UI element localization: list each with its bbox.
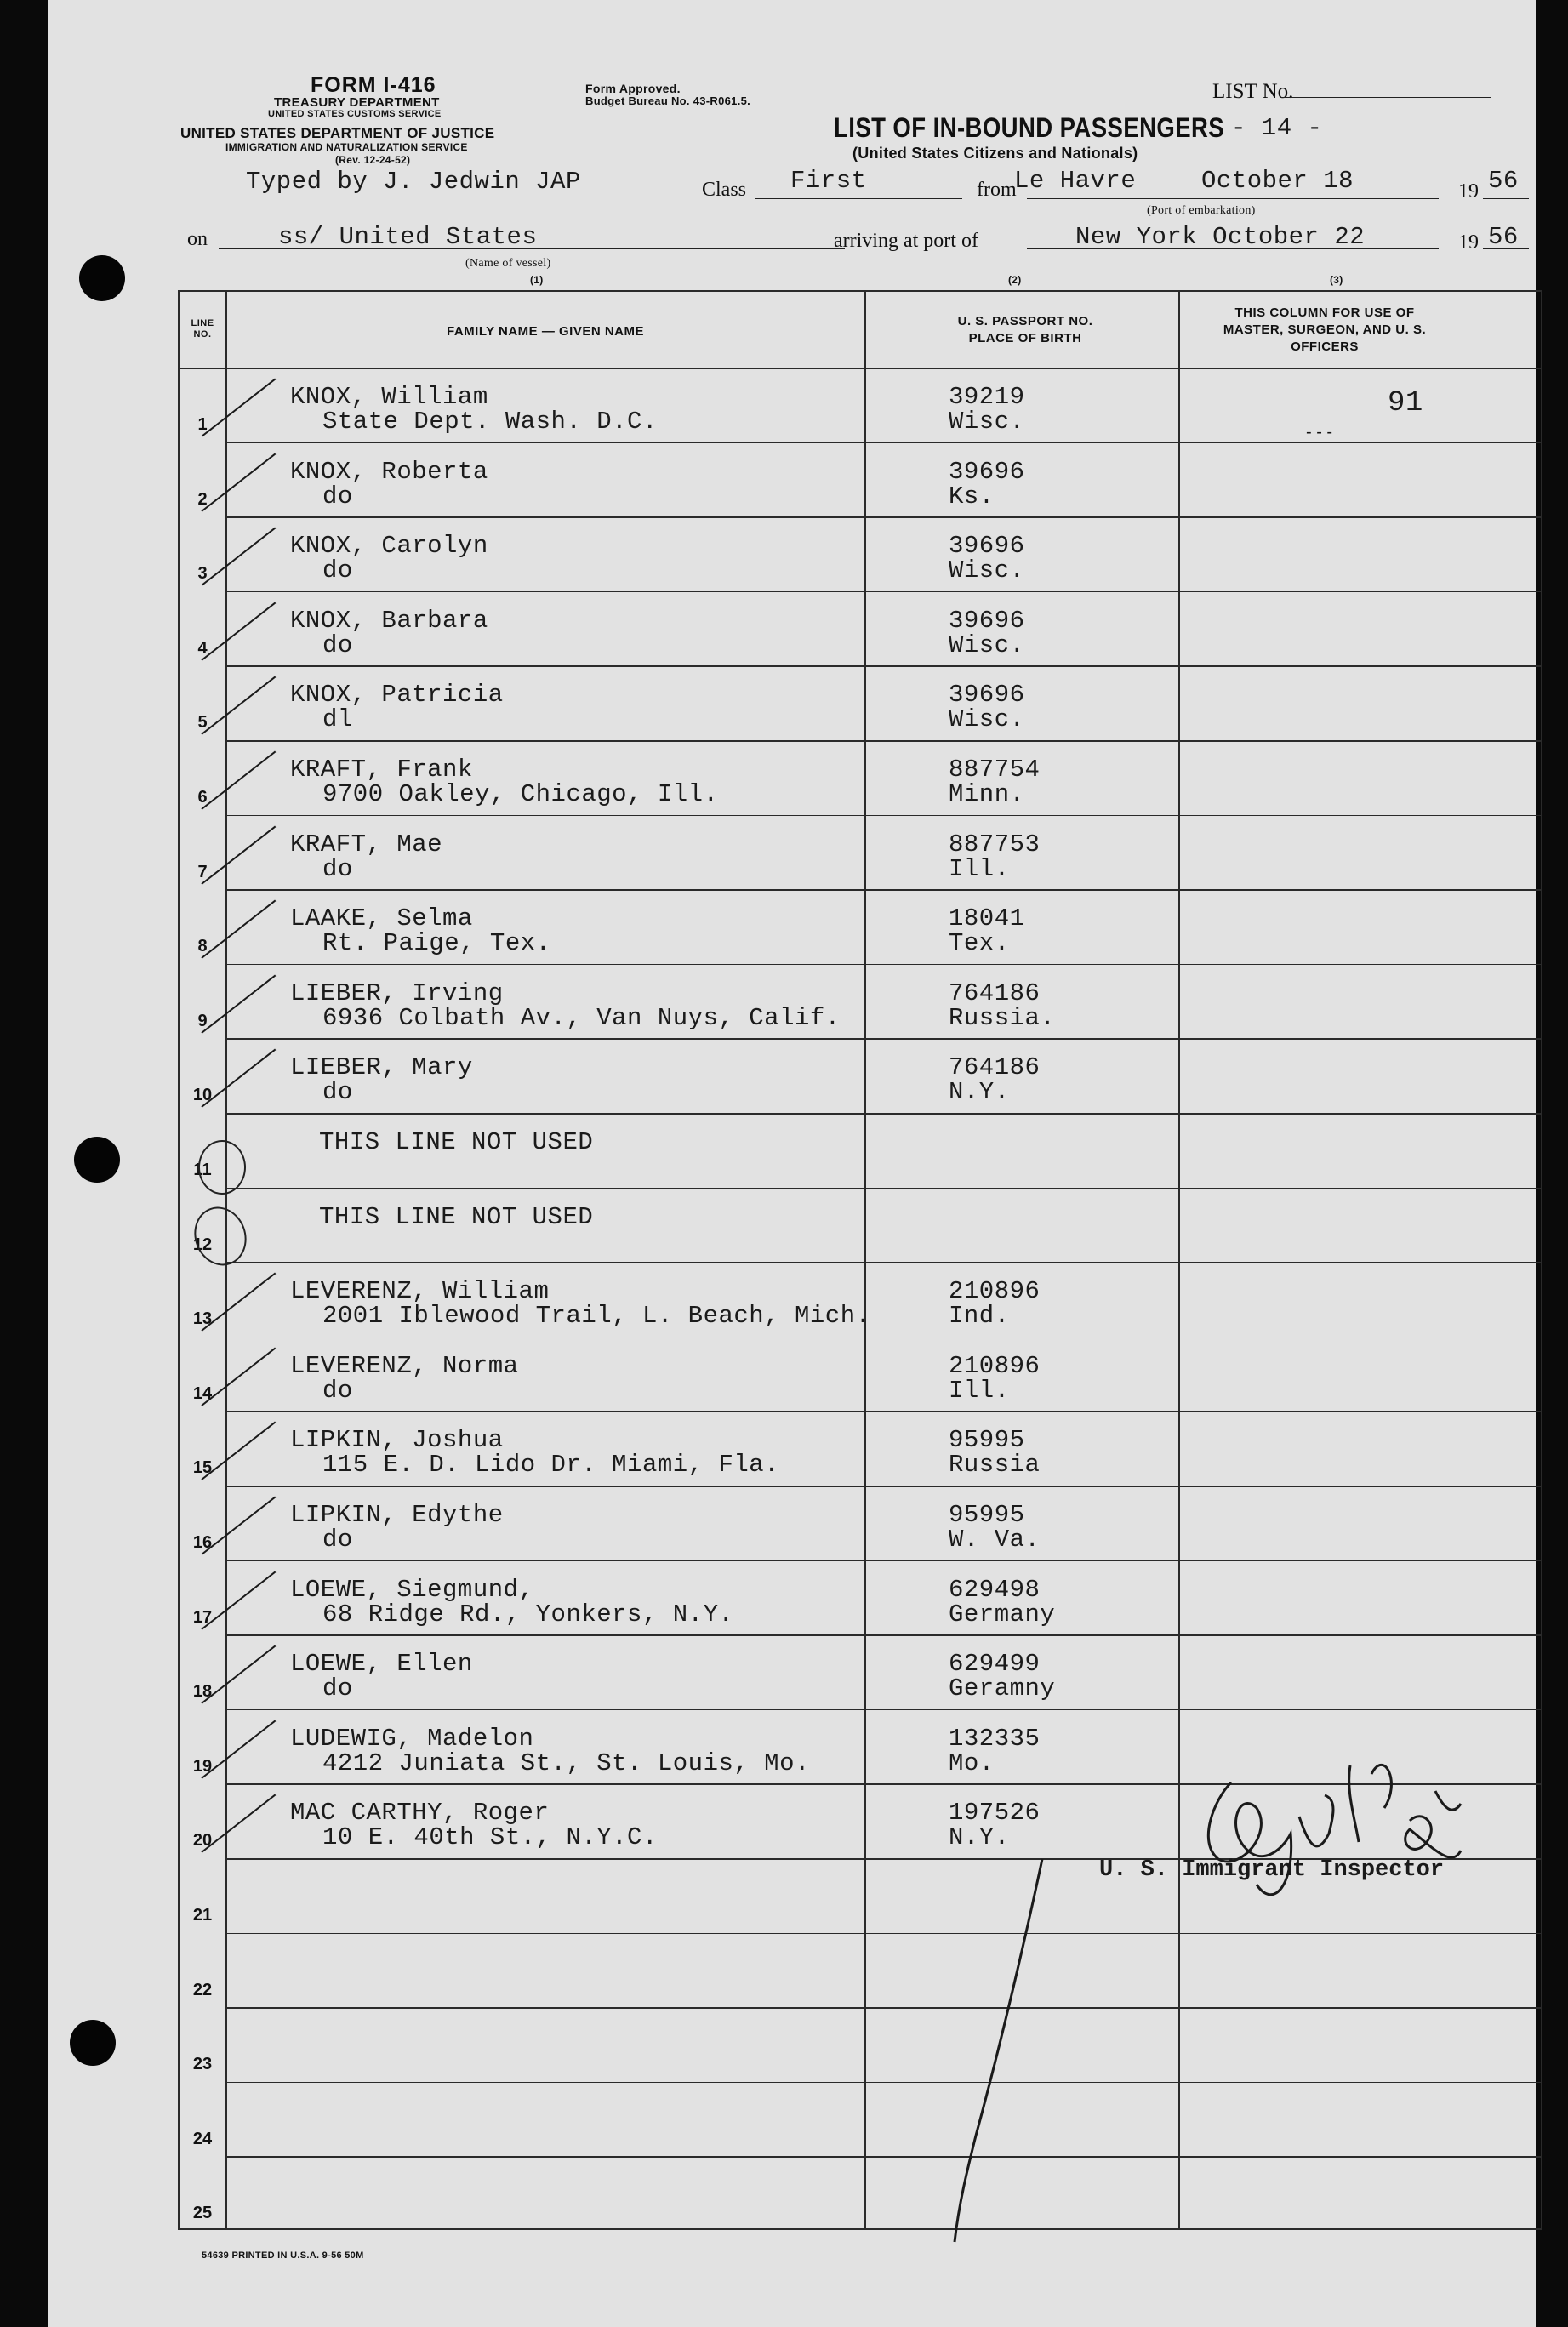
- list-page-number: - 14 -: [1231, 114, 1323, 142]
- passenger-address: do: [322, 1674, 353, 1703]
- passenger-name: KNOX, Barbara: [290, 606, 488, 635]
- row-divider: [225, 1188, 1542, 1189]
- place-of-birth: Minn.: [949, 780, 1025, 808]
- row-divider: [225, 1634, 1542, 1636]
- line-number: 16: [192, 1533, 213, 1552]
- passenger-address: do: [322, 1376, 353, 1405]
- passenger-address: do: [322, 482, 353, 510]
- row-divider: [225, 2082, 1542, 2084]
- treasury-dept: TREASURY DEPARTMENT: [274, 95, 440, 110]
- row-divider: [225, 740, 1542, 742]
- passport-number: 629499: [949, 1650, 1041, 1679]
- passenger-name: KNOX, Patricia: [290, 681, 504, 710]
- row-divider: [225, 889, 1542, 891]
- document-page: [48, 0, 1536, 2327]
- col-marker-1: (1): [530, 274, 544, 286]
- col-header-passport: U. S. PASSPORT NO. PLACE OF BIRTH: [957, 314, 1093, 345]
- passenger-name: THIS LINE NOT USED: [319, 1202, 594, 1231]
- row-divider: [225, 1038, 1542, 1040]
- passport-number: 39696: [949, 532, 1025, 561]
- line-number: 22: [192, 1980, 213, 1999]
- col-marker-3: (3): [1330, 274, 1343, 286]
- passport-number: 39219: [949, 383, 1025, 411]
- passenger-address: do: [322, 556, 353, 585]
- budget-bureau: Budget Bureau No. 43-R061.5.: [585, 94, 751, 107]
- binder-hole-bottom: [70, 2020, 116, 2066]
- passenger-name: LOEWE, Siegmund,: [290, 1575, 534, 1604]
- line-number: 9: [197, 1011, 208, 1030]
- officer-dash-mark: - - -: [1306, 423, 1333, 442]
- place-of-birth: Russia.: [949, 1003, 1056, 1032]
- passenger-name: THIS LINE NOT USED: [319, 1128, 594, 1156]
- row-divider: [225, 964, 1542, 966]
- passenger-name: KRAFT, Mae: [290, 830, 443, 858]
- row-divider: [225, 442, 1542, 444]
- form-title: LIST OF IN-BOUND PASSENGERS: [834, 112, 1225, 143]
- passenger-address: 115 E. D. Lido Dr. Miami, Fla.: [322, 1451, 780, 1480]
- embarkation-year: 56: [1488, 167, 1519, 195]
- place-of-birth: Wisc.: [949, 556, 1025, 585]
- embarkation-date: October 18: [1201, 167, 1354, 195]
- port-of-embarkation: Le Havre: [1014, 167, 1137, 195]
- passport-number: 197526: [949, 1799, 1041, 1828]
- passenger-address: 6936 Colbath Av., Van Nuys, Calif.: [322, 1003, 841, 1032]
- passport-number: 95995: [949, 1426, 1025, 1455]
- arrival-year: 56: [1488, 223, 1519, 251]
- place-of-birth: Wisc.: [949, 630, 1025, 659]
- passenger-name: LAAKE, Selma: [290, 904, 473, 933]
- passport-number: 132335: [949, 1724, 1041, 1753]
- arriving-label: arriving at port of: [834, 230, 978, 252]
- passport-number: 887753: [949, 830, 1041, 858]
- row-divider: [225, 516, 1542, 518]
- vessel-name: ss/ United States: [278, 223, 538, 251]
- passport-number: 95995: [949, 1501, 1025, 1529]
- passport-number: 887754: [949, 756, 1041, 784]
- passenger-address: do: [322, 630, 353, 659]
- passenger-address: 2001 Iblewood Trail, L. Beach, Mich.: [322, 1302, 871, 1331]
- place-of-birth: Russia: [949, 1451, 1041, 1480]
- line-number: 3: [197, 564, 208, 584]
- place-of-birth: Mo.: [949, 1748, 995, 1777]
- list-no-label: LIST No.: [1212, 80, 1294, 103]
- line-number: 24: [192, 2129, 213, 2148]
- typed-by-note: Typed by J. Jedwin JAP: [246, 168, 581, 196]
- line-number: 4: [197, 638, 208, 658]
- passport-number: 18041: [949, 904, 1025, 933]
- passenger-name: LIEBER, Irving: [290, 978, 504, 1007]
- row-divider: [225, 2156, 1542, 2158]
- list-no-line: [1280, 97, 1491, 98]
- inspector-signature: [1180, 1714, 1546, 1927]
- line-number: 12: [192, 1235, 213, 1254]
- passport-number: 210896: [949, 1351, 1041, 1380]
- col-marker-2: (2): [1008, 274, 1022, 286]
- passenger-address: do: [322, 1078, 353, 1107]
- binder-hole-middle: [74, 1137, 120, 1183]
- passport-number: 39696: [949, 606, 1025, 635]
- col-header-officers: THIS COLUMN FOR USE OF MASTER, SURGEON, AND U. S. OFFICERS: [1223, 305, 1427, 354]
- row-divider: [225, 1560, 1542, 1562]
- header-divider: [178, 368, 1542, 369]
- row-divider: [225, 1262, 1542, 1263]
- place-of-birth: Tex.: [949, 929, 1010, 958]
- row-divider: [225, 1486, 1542, 1487]
- port-embark-note: (Port of embarkation): [1147, 204, 1256, 217]
- row-divider: [225, 1411, 1542, 1412]
- row-divider: [225, 2007, 1542, 2009]
- col-header-line-no: LINE NO.: [191, 318, 214, 339]
- form-subtitle: (United States Citizens and Nationals): [852, 145, 1138, 162]
- line-number: 8: [197, 937, 208, 956]
- passenger-table: [178, 290, 1542, 2230]
- line-number: 25: [192, 2204, 213, 2223]
- passport-col-divider: [1178, 290, 1180, 2230]
- inspector-title: U. S. Immigrant Inspector: [1099, 1857, 1445, 1883]
- line-number: 14: [192, 1383, 213, 1403]
- line-number: 1: [197, 415, 208, 434]
- row-divider: [225, 815, 1542, 817]
- customs-service: UNITED STATES CUSTOMS SERVICE: [268, 109, 442, 119]
- row-divider: [225, 1933, 1542, 1935]
- passport-number: 764186: [949, 1053, 1041, 1082]
- line-number: 11: [193, 1161, 212, 1179]
- passport-number: 629498: [949, 1575, 1041, 1604]
- ins-service: IMMIGRATION AND NATURALIZATION SERVICE: [225, 141, 468, 153]
- print-footer: 54639 PRINTED IN U.S.A. 9-56 50M: [202, 2250, 364, 2261]
- passenger-name: LUDEWIG, Madelon: [290, 1724, 534, 1753]
- place-of-birth: Ill.: [949, 854, 1010, 883]
- passenger-address: do: [322, 1526, 353, 1554]
- arrival-port-date: New York October 22: [1075, 223, 1366, 251]
- class-label: Class: [702, 179, 747, 201]
- passenger-address: State Dept. Wash. D.C.: [322, 408, 658, 436]
- justice-dept: UNITED STATES DEPARTMENT OF JUSTICE: [180, 125, 495, 141]
- passenger-address: Rt. Paige, Tex.: [322, 929, 551, 958]
- passport-number: 39696: [949, 681, 1025, 710]
- arrival-year-prefix: 19: [1458, 231, 1479, 254]
- line-number: 2: [197, 489, 208, 509]
- line-number: 10: [192, 1086, 213, 1105]
- passenger-address: 68 Ridge Rd., Yonkers, N.Y.: [322, 1600, 734, 1628]
- passenger-name: MAC CARTHY, Roger: [290, 1799, 550, 1828]
- row-divider: [225, 1709, 1542, 1711]
- line-number: 15: [192, 1458, 213, 1478]
- line-number: 13: [192, 1309, 213, 1329]
- line-number: 6: [197, 788, 208, 807]
- officer-note: 91: [1388, 387, 1423, 419]
- passenger-name: KNOX, Roberta: [290, 457, 488, 486]
- passenger-name: LEVERENZ, Norma: [290, 1351, 519, 1380]
- from-line: [1027, 198, 1439, 199]
- line-number: 19: [192, 1756, 213, 1776]
- passenger-address: 4212 Juniata St., St. Louis, Mo.: [322, 1748, 810, 1777]
- passenger-address: do: [322, 854, 353, 883]
- form-approved: Form Approved.: [585, 82, 681, 95]
- passenger-name: LIPKIN, Joshua: [290, 1426, 504, 1455]
- place-of-birth: N.Y.: [949, 1823, 1010, 1852]
- place-of-birth: Geramny: [949, 1674, 1056, 1703]
- passport-number: 39696: [949, 457, 1025, 486]
- passenger-name: LOEWE, Ellen: [290, 1650, 473, 1679]
- passenger-name: LIPKIN, Edythe: [290, 1501, 504, 1529]
- row-divider: [225, 591, 1542, 593]
- binder-hole-top: [79, 255, 125, 301]
- line-number: 17: [192, 1607, 213, 1627]
- form-number: FORM I-416: [311, 73, 436, 97]
- passenger-address: dl: [322, 705, 353, 734]
- passenger-name: KNOX, Carolyn: [290, 532, 488, 561]
- on-label: on: [187, 228, 208, 250]
- place-of-birth: W. Va.: [949, 1526, 1041, 1554]
- passenger-name: KNOX, William: [290, 383, 488, 411]
- place-of-birth: Ind.: [949, 1302, 1010, 1331]
- embark-year-prefix: 19: [1458, 180, 1479, 202]
- line-number: 7: [197, 862, 208, 881]
- row-divider: [225, 1337, 1542, 1338]
- passport-number: 764186: [949, 978, 1041, 1007]
- from-label: from: [977, 179, 1017, 201]
- passenger-name: LIEBER, Mary: [290, 1053, 473, 1082]
- passenger-name: KRAFT, Frank: [290, 756, 473, 784]
- place-of-birth: Wisc.: [949, 408, 1025, 436]
- row-divider: [225, 1113, 1542, 1115]
- passenger-name: LEVERENZ, William: [290, 1277, 550, 1306]
- line-number: 20: [192, 1831, 213, 1851]
- place-of-birth: Ks.: [949, 482, 995, 510]
- passport-number: 210896: [949, 1277, 1041, 1306]
- long-diagonal-stroke: [933, 1855, 1052, 2246]
- row-divider: [225, 665, 1542, 667]
- class-value: First: [790, 167, 867, 195]
- passenger-address: 10 E. 40th St., N.Y.C.: [322, 1823, 658, 1852]
- line-number: 18: [192, 1682, 213, 1702]
- line-number: 21: [192, 1906, 213, 1925]
- place-of-birth: Wisc.: [949, 705, 1025, 734]
- place-of-birth: N.Y.: [949, 1078, 1010, 1107]
- place-of-birth: Ill.: [949, 1376, 1010, 1405]
- embark-year-line: [1483, 198, 1529, 199]
- name-col-divider: [864, 290, 866, 2230]
- vessel-note: (Name of vessel): [465, 257, 551, 270]
- revision-date: (Rev. 12-24-52): [335, 154, 411, 166]
- line-number: 23: [192, 2055, 213, 2074]
- circle-mark-line-11: [198, 1140, 246, 1195]
- col-header-name: FAMILY NAME — GIVEN NAME: [446, 324, 645, 339]
- passenger-address: 9700 Oakley, Chicago, Ill.: [322, 780, 719, 808]
- place-of-birth: Germany: [949, 1600, 1056, 1628]
- line-number: 5: [197, 713, 208, 733]
- class-line: [755, 198, 962, 199]
